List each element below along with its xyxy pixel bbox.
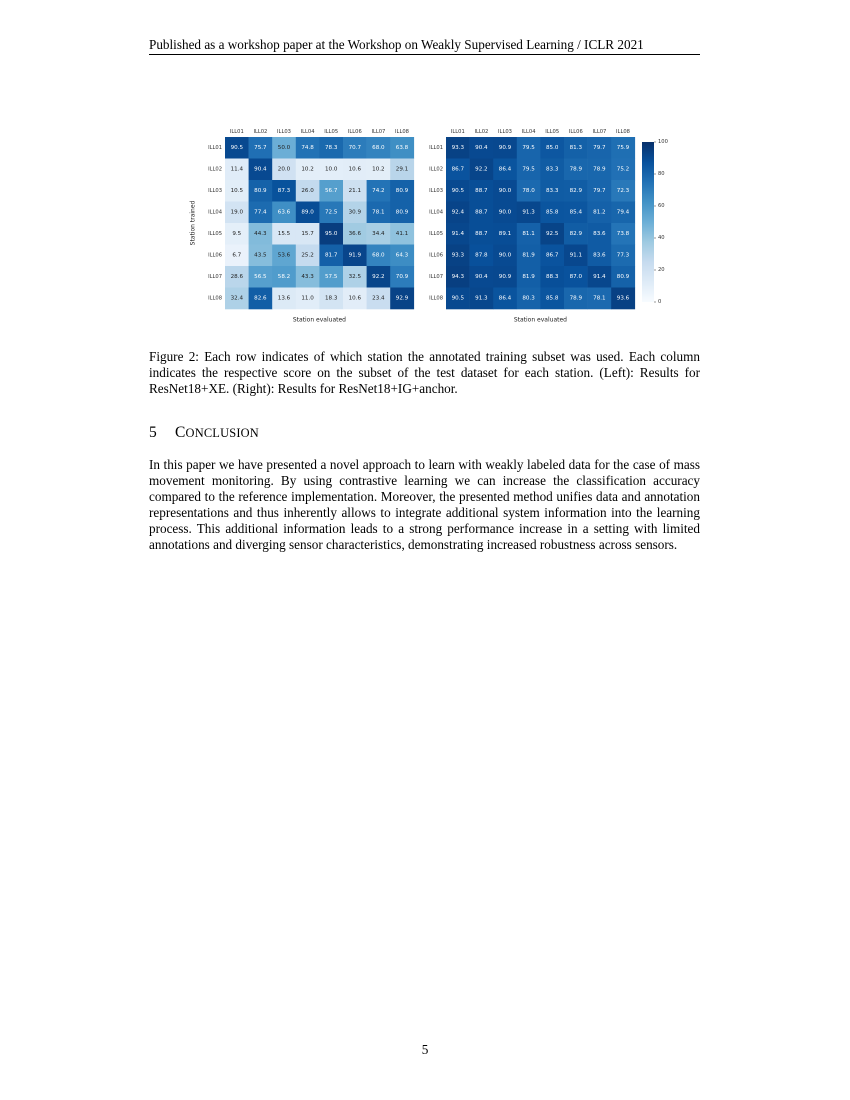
right-cell-value: 83.3	[545, 187, 559, 194]
left-col-label: ILL07	[371, 129, 386, 135]
right-cell-value: 92.2	[475, 166, 488, 173]
right-x-axis-label: Station evaluated	[513, 316, 567, 324]
right-cell-value: 88.7	[475, 209, 488, 216]
right-cell-value: 79.7	[593, 144, 606, 151]
right-cell-value: 90.5	[451, 295, 465, 302]
left-cell-value: 43.3	[301, 273, 314, 280]
left-cell-value: 9.5	[232, 230, 242, 237]
left-cell-value: 78.1	[372, 209, 385, 216]
right-cell-value: 91.4	[593, 273, 606, 280]
right-cell-value: 86.7	[451, 166, 465, 173]
left-cell-value: 26.0	[301, 187, 314, 194]
right-cell-value: 93.3	[451, 252, 465, 259]
left-cell-value: 80.9	[395, 187, 409, 194]
left-col-label: ILL01	[229, 129, 244, 135]
right-col-label: ILL06	[568, 129, 583, 135]
right-cell-value: 79.5	[522, 166, 535, 173]
right-cell-value: 81.3	[569, 144, 583, 151]
right-cell-value: 82.9	[569, 187, 583, 194]
section-title-rest: ONCLUSION	[185, 426, 259, 440]
left-cell-value: 56.5	[254, 273, 267, 280]
left-cell-value: 10.2	[301, 166, 314, 173]
left-cell-value: 68.0	[372, 252, 385, 259]
header-rule	[149, 54, 700, 55]
colorbar-tick-label: 40	[658, 235, 665, 241]
right-cell-value: 78.9	[593, 166, 606, 173]
colorbar-tick-label: 80	[658, 171, 665, 177]
right-cell-value: 88.7	[475, 230, 488, 237]
left-cell-value: 58.2	[277, 273, 291, 280]
right-cell-value: 89.1	[498, 230, 512, 237]
left-cell-value: 95.0	[324, 230, 338, 237]
left-col-label: ILL04	[300, 129, 315, 135]
section-title-initial: C	[175, 424, 186, 441]
right-cell-value: 86.7	[545, 252, 559, 259]
right-col-label: ILL05	[545, 129, 560, 135]
right-cell-value: 90.0	[498, 252, 512, 259]
right-col-label: ILL01	[450, 129, 465, 135]
left-cell-value: 25.2	[301, 252, 314, 259]
right-row-label: ILL07	[429, 273, 443, 280]
heatmap-figure-svg	[185, 122, 675, 330]
right-cell-value: 90.0	[498, 187, 512, 194]
right-row-label: ILL03	[429, 187, 443, 194]
left-cell-value: 29.1	[395, 166, 409, 173]
left-cell-value: 74.2	[372, 187, 385, 194]
left-cell-value: 11.4	[230, 166, 244, 173]
colorbar-tick-label: 0	[658, 299, 662, 305]
right-cell-value: 92.5	[545, 230, 559, 237]
right-cell-value: 91.3	[522, 209, 535, 216]
left-cell-value: 68.0	[372, 144, 385, 151]
running-header: Published as a workshop paper at the Workshop on Weakly Supervised Learning / ICLR 2021	[149, 37, 644, 52]
left-cell-value: 10.2	[372, 166, 385, 173]
left-col-label: ILL05	[324, 129, 339, 135]
right-cell-value: 90.9	[498, 273, 512, 280]
colorbar-tick-label: 20	[658, 267, 665, 273]
left-col-label: ILL02	[253, 129, 268, 135]
left-row-label: ILL03	[208, 187, 222, 194]
left-cell-value: 10.5	[230, 187, 244, 194]
right-cell-value: 75.2	[616, 166, 630, 173]
left-cell-value: 10.6	[348, 295, 362, 302]
right-col-label: ILL04	[521, 129, 536, 135]
right-cell-value: 87.0	[569, 273, 583, 280]
left-cell-value: 28.6	[230, 273, 244, 280]
right-cell-value: 90.9	[498, 144, 512, 151]
left-row-label: ILL04	[208, 209, 222, 216]
right-cell-value: 91.4	[451, 230, 465, 237]
left-cell-value: 74.8	[301, 144, 314, 151]
left-cell-value: 32.5	[348, 273, 362, 280]
left-cell-value: 20.0	[277, 166, 291, 173]
left-row-label: ILL01	[208, 144, 222, 151]
left-row-label: ILL02	[208, 166, 222, 173]
left-cell-value: 11.0	[301, 295, 314, 302]
left-cell-value: 80.9	[395, 209, 409, 216]
page-number: 5	[421, 1042, 429, 1057]
left-cell-value: 53.6	[277, 252, 291, 259]
left-cell-value: 13.6	[277, 295, 291, 302]
right-cell-value: 85.8	[545, 209, 559, 216]
left-cell-value: 15.7	[301, 230, 314, 237]
right-col-label: ILL02	[474, 129, 489, 135]
right-cell-value: 81.9	[522, 273, 535, 280]
right-cell-value: 88.7	[475, 187, 488, 194]
left-row-label: ILL05	[208, 230, 222, 237]
left-cell-value: 32.4	[230, 295, 244, 302]
right-cell-value: 91.1	[569, 252, 583, 259]
left-row-label: ILL08	[208, 295, 222, 302]
right-cell-value: 90.4	[475, 273, 488, 280]
left-cell-value: 41.1	[395, 230, 409, 237]
right-row-label: ILL05	[429, 230, 443, 237]
left-cell-value: 82.6	[254, 295, 267, 302]
right-cell-value: 79.4	[616, 209, 630, 216]
left-cell-value: 43.5	[254, 252, 267, 259]
left-cell-value: 23.4	[372, 295, 385, 302]
left-cell-value: 91.9	[348, 252, 362, 259]
left-cell-value: 70.9	[395, 273, 409, 280]
right-col-label: ILL08	[616, 129, 630, 135]
right-cell-value: 86.4	[498, 295, 512, 302]
left-col-label: ILL08	[395, 129, 409, 135]
right-row-label: ILL01	[429, 144, 443, 151]
right-cell-value: 88.3	[545, 273, 559, 280]
right-cell-value: 83.3	[545, 166, 559, 173]
left-cell-value: 77.4	[254, 209, 267, 216]
left-cell-value: 10.6	[348, 166, 362, 173]
right-row-label: ILL02	[429, 166, 443, 173]
right-col-label: ILL07	[592, 129, 607, 135]
left-x-axis-label: Station evaluated	[292, 316, 346, 324]
left-row-label: ILL07	[208, 273, 222, 280]
right-cell-value: 78.9	[569, 166, 583, 173]
right-cell-value: 79.7	[593, 187, 606, 194]
right-cell-value: 92.4	[451, 209, 465, 216]
left-cell-value: 75.7	[254, 144, 267, 151]
figure-heatmaps	[185, 122, 675, 335]
left-cell-value: 10.0	[324, 166, 338, 173]
left-cell-value: 92.2	[372, 273, 385, 280]
left-cell-value: 34.4	[372, 230, 385, 237]
right-cell-value: 81.2	[593, 209, 606, 216]
right-col-label: ILL03	[498, 129, 512, 135]
colorbar-tick-label: 100	[658, 139, 668, 145]
right-cell-value: 86.4	[498, 166, 512, 173]
left-cell-value: 15.5	[277, 230, 291, 237]
conclusion-paragraph: In this paper we have presented a novel approach to learn with weakly labeled data for the case of mass movement monitoring. By using contrastive learning we can increase the classification accuracy compared to the reference implementation. Moreover, the presented method unifies data and annotation representations and thus inherently allows to integrate additional system information into the learning process. This additional information leads to a strong performance increase in a setting with limited annotations and diverging sensor characteristics, demonstrating increased robustness across sensors.	[149, 457, 700, 552]
right-cell-value: 94.3	[451, 273, 465, 280]
right-cell-value: 83.6	[593, 252, 606, 259]
left-cell-value: 50.0	[277, 144, 291, 151]
left-cell-value: 57.5	[324, 273, 338, 280]
figure-caption: Figure 2: Each row indicates of which station the annotated training subset was used. Each column indicates the respective score on the subset of the test dataset for each station. (Left): Results for ResNet18+XE. (Right): Results for ResNet18+IG+anchor.	[149, 349, 700, 396]
left-cell-value: 81.7	[324, 252, 338, 259]
right-row-label: ILL04	[429, 209, 443, 216]
left-cell-value: 36.6	[348, 230, 362, 237]
right-cell-value: 81.1	[522, 230, 535, 237]
right-cell-value: 78.1	[593, 295, 606, 302]
right-cell-value: 87.8	[475, 252, 488, 259]
left-cell-value: 64.3	[395, 252, 409, 259]
left-row-label: ILL06	[208, 252, 222, 259]
section-heading	[149, 424, 700, 442]
right-cell-value: 80.9	[616, 273, 630, 280]
right-cell-value: 90.0	[498, 209, 512, 216]
right-row-label: ILL06	[429, 252, 443, 259]
right-cell-value: 77.3	[616, 252, 630, 259]
section-number: 5	[149, 424, 157, 441]
right-cell-value: 78.0	[522, 187, 535, 194]
right-cell-value: 80.3	[522, 295, 535, 302]
left-cell-value: 90.5	[230, 144, 244, 151]
right-cell-value: 78.9	[569, 295, 583, 302]
left-cell-value: 56.7	[324, 187, 338, 194]
left-cell-value: 30.9	[348, 209, 362, 216]
right-cell-value: 93.3	[451, 144, 465, 151]
left-cell-value: 80.9	[254, 187, 267, 194]
left-col-label: ILL03	[277, 129, 291, 135]
right-cell-value: 81.9	[522, 252, 535, 259]
left-cell-value: 44.3	[254, 230, 267, 237]
right-cell-value: 93.6	[616, 295, 630, 302]
right-cell-value: 85.8	[545, 295, 559, 302]
left-cell-value: 92.9	[395, 295, 409, 302]
colorbar	[642, 142, 654, 302]
right-cell-value: 83.6	[593, 230, 606, 237]
right-cell-value: 85.0	[545, 144, 559, 151]
left-cell-value: 6.7	[232, 252, 242, 259]
colorbar-tick-label: 60	[658, 203, 665, 209]
right-cell-value: 90.5	[451, 187, 465, 194]
right-cell-value: 85.4	[569, 209, 583, 216]
left-cell-value: 18.3	[324, 295, 338, 302]
left-cell-value: 90.4	[254, 166, 267, 173]
right-cell-value: 72.3	[616, 187, 630, 194]
left-cell-value: 87.3	[277, 187, 291, 194]
right-cell-value: 79.5	[522, 144, 535, 151]
left-y-axis-label: Station trained	[189, 200, 197, 246]
right-cell-value: 90.4	[475, 144, 488, 151]
right-cell-value: 75.9	[616, 144, 630, 151]
left-cell-value: 89.0	[301, 209, 314, 216]
right-cell-value: 73.8	[616, 230, 630, 237]
left-cell-value: 78.3	[324, 144, 338, 151]
left-cell-value: 70.7	[348, 144, 362, 151]
right-row-label: ILL08	[429, 295, 443, 302]
left-cell-value: 21.1	[348, 187, 362, 194]
right-cell-value: 82.9	[569, 230, 583, 237]
right-cell-value: 91.3	[475, 295, 488, 302]
left-cell-value: 72.5	[324, 209, 338, 216]
left-cell-value: 19.0	[230, 209, 244, 216]
left-cell-value: 63.6	[277, 209, 291, 216]
left-col-label: ILL06	[347, 129, 362, 135]
left-cell-value: 63.8	[395, 144, 409, 151]
